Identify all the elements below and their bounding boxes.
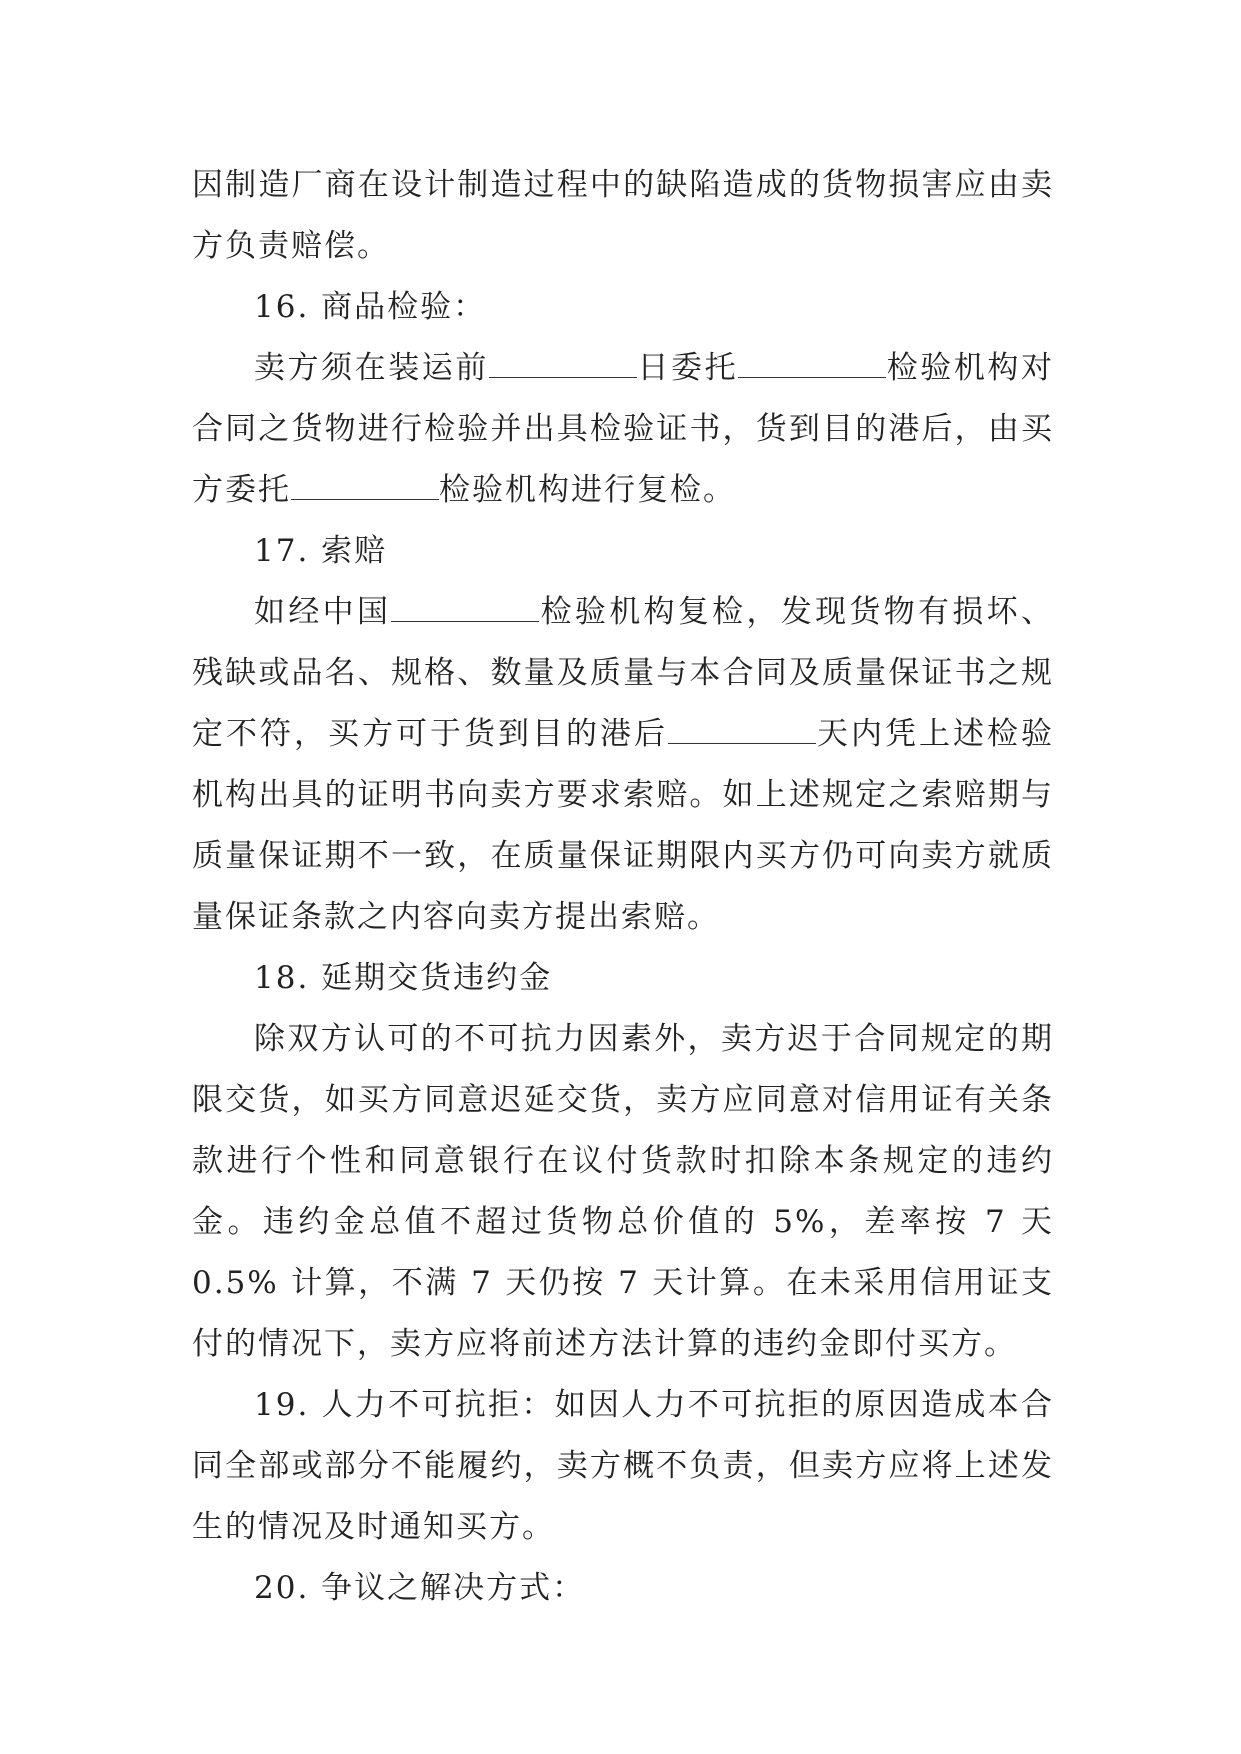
claim-days-blank	[668, 713, 816, 744]
section-16-text-1: 卖方须在装运前	[254, 350, 489, 386]
section-16-text-4: 检验机构进行复检。	[439, 472, 736, 508]
inspection-agency-blank	[738, 347, 886, 378]
section-18-paragraph: 除双方认可的不可抗力因素外，卖方迟于合同规定的期限交货，如买方同意迟延交货，卖方应同意对信用证有关条款进行个性和同意银行在议付货款时扣除本条规定的违约金。违约金总值不超过货物总价值的 5%，差率按 7 天 0.5% 计算，不满 7 天仍按 7 天计算。在未采用信用证支付的情况下，卖方应将前述方法计算的违约金即付买方。	[192, 1021, 1054, 1362]
reinspection-agency-blank	[291, 469, 439, 500]
section-17-paragraph	[192, 582, 1054, 948]
section-19-paragraph: 19. 人力不可抗拒：如因人力不可抗拒的原因造成本合同全部或部分不能履约，卖方概不负责，但卖方应将上述发生的情况及时通知买方。	[192, 1387, 1054, 1545]
intro-paragraph: 因制造厂商在设计制造过程中的缺陷造成的货物损害应由卖方负责赔偿。	[192, 167, 1054, 264]
document-body	[192, 155, 1054, 1619]
days-before-shipment-blank	[489, 347, 637, 378]
section-20-heading: 20. 争议之解决方式：	[254, 1570, 586, 1606]
section-17-text-3: 天内凭上述检验机构出具的证明书向卖方要求索赔。如上述规定之索赔期与质量保证期不一致，在质量保证期限内买方仍可向卖方就质量保证条款之内容向卖方提出索赔。	[192, 716, 1054, 935]
section-17-heading: 17. 索赔	[254, 533, 388, 569]
section-17-text-2: 检验机构复检，发现货物有损坏、残缺或品名、规格、数量及质量与本合同及质量保证书之规定不符，买方可于货到目的港后	[192, 594, 1055, 752]
section-16-heading: 16. 商品检验：	[254, 289, 487, 325]
china-inspection-agency-blank	[391, 591, 539, 622]
section-17-text-1: 如经中国	[254, 594, 392, 630]
section-16-paragraph	[192, 338, 1054, 521]
section-16-text-2: 日委托	[636, 350, 739, 386]
section-18-heading: 18. 延期交货违约金	[254, 960, 553, 996]
section-16-text-3: 检验机构对合同之货物进行检验并出具检验证书，货到目的港后，由买方委托	[192, 350, 1054, 508]
